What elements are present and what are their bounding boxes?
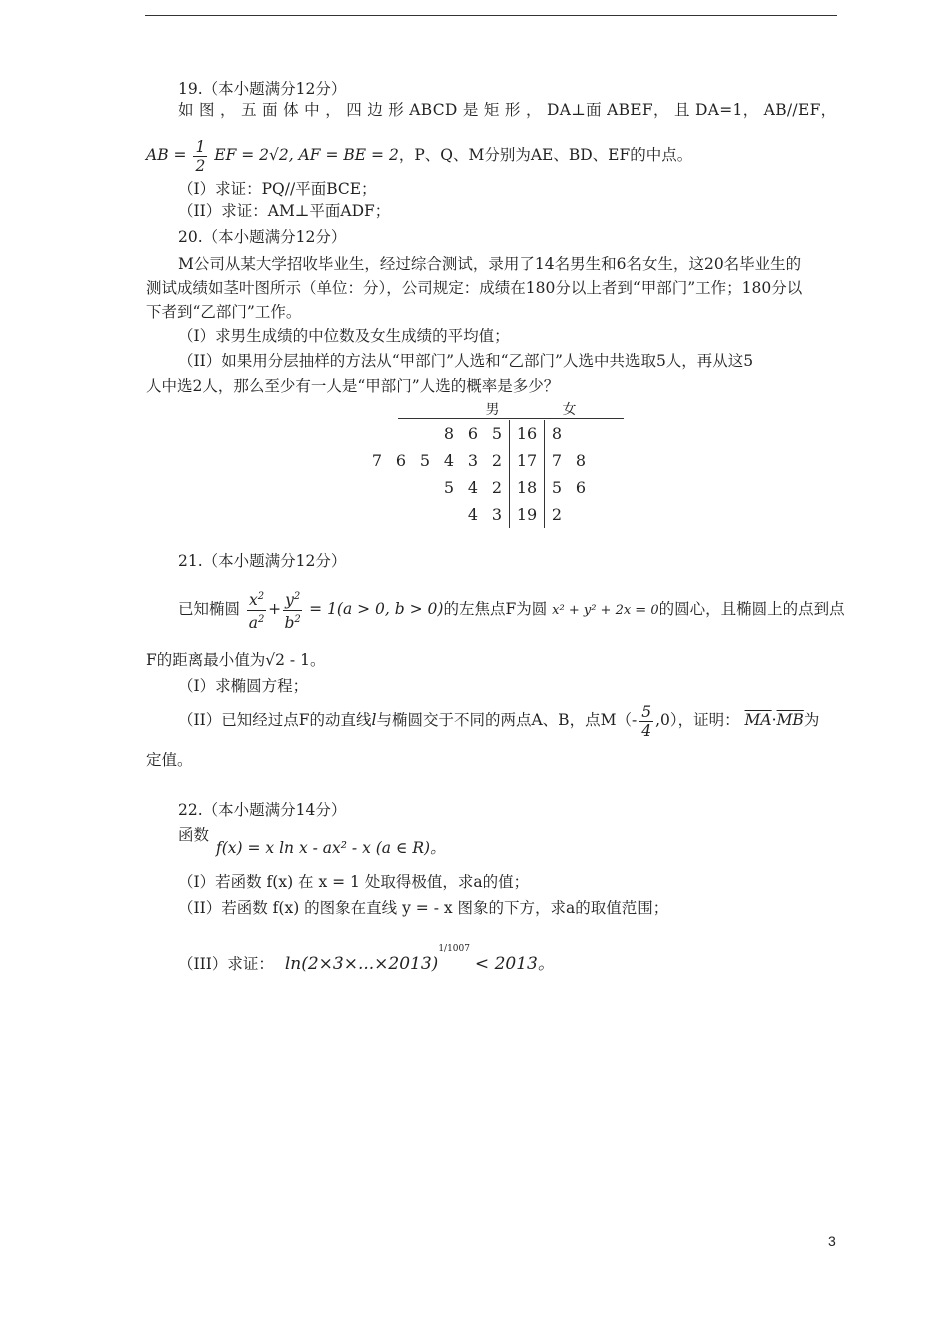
q19-title: 19.（本小题满分12分） [178,80,347,98]
q19-math-rest: EF = 2√2, AF = BE = 2 [214,146,399,164]
stem-leaf-left-leaf: 6 [395,451,407,470]
q21-frac-y: $\frac{y^2}{b^2}$ [283,588,302,631]
stem-leaf-left-leaf [413,420,437,447]
q21-mid: 的左焦点F为圆 [443,600,548,618]
q20-line2: 测试成绩如茎叶图所示（单位：分），公司规定：成绩在180分以上者到“甲部门”工作；180分以 [146,279,803,297]
page-number: 3 [828,1233,836,1249]
stem-leaf-left-leaf: 4 [467,505,479,524]
q21-title: 21.（本小题满分12分） [178,552,347,570]
stem-leaf-right-leaf: 8 [575,451,587,470]
stem-leaf-left-leaf: 2 [491,451,503,470]
q21-circle: x² + y² + 2x = 0 [552,603,659,618]
q20-part2b: 人中选2人，那么至少有一人是“甲部门”人选的概率是多少？ [146,377,560,395]
q22-part3-post: < 2013。 [474,954,555,974]
q21-vec-mb: $\overline{MB}$ [776,711,804,729]
stem-leaf-left-leaf: 5 [491,424,503,443]
q21-pre: 已知椭圆 [178,600,241,618]
q19-part2: （II）求证：AM⊥平面ADF； [178,202,391,220]
stem-leaf-left-leaf: 5 [443,478,455,497]
stem-leaf-left-leaf: 4 [467,478,479,497]
stem-leaf-row [365,447,593,474]
q19-math-ab: AB = [146,146,187,164]
stem-leaf-stem: 19 [510,501,545,528]
stem-leaf-left-leaf: 3 [467,451,479,470]
q19-line2-tail: ，P、Q、M分别为AE、BD、EF的中点。 [398,146,693,164]
stem-leaf-row [365,474,593,501]
q20-title: 20.（本小题满分12分） [178,228,347,246]
stem-leaf-left-leaf [365,420,389,447]
stem-leaf-row [365,501,593,528]
stem-leaf-stem: 18 [510,474,545,501]
stem-leaf-left-leaf: 3 [491,505,503,524]
stem-leaf-left-leaf: 4 [443,451,455,470]
stem-leaf-right-leaf: 7 [551,451,563,470]
stem-leaf-left-leaf [365,474,389,501]
stem-leaf-right-leaf: 2 [551,505,563,524]
q19-part1: （I）求证：PQ//平面BCE； [178,180,377,198]
stem-leaf-left-leaf [389,501,413,528]
q19-frac-num: 1 [195,137,206,156]
q21-post: 的圆心，且椭圆上的点到点 [658,600,845,618]
stem-leaf-stem: 16 [510,420,545,447]
q21-line2: F的距离最小值为√2 - 1。 [146,651,326,669]
stem-leaf-left-leaf [413,474,437,501]
q21-part2-pre: （II）已知经过点F的动直线 [178,711,372,729]
stem-leaf-right-leaf: 8 [551,424,563,443]
stem-leaf-header-row [365,398,593,420]
stem-leaf-left-leaf: 8 [443,424,455,443]
q22-part2: （II）若函数 f(x) 的图象在直线 y = - x 图象的下方，求a的取值范围； [178,899,669,917]
q19-fraction [193,138,207,175]
q20-part2a: （II）如果用分层抽样的方法从“甲部门”人选和“乙部门”人选中共选取5人，再从这5 [178,352,754,370]
q22-title: 22.（本小题满分14分） [178,801,347,819]
q20-line3: 下者到“乙部门”工作。 [146,303,302,321]
q21-part2-frac-num: 5 [641,702,652,721]
q21-part2-frac [639,703,653,740]
stem-leaf-left-leaf: 5 [419,451,431,470]
q21-part2-frac-den: 4 [641,721,652,740]
q21-part2-line2: 定值。 [146,751,193,769]
stem-leaf-left-leaf [413,501,437,528]
stem-leaf-left-leaf: 7 [371,451,383,470]
q21-line1: 已知椭圆 $\frac{x^2}{a^2}$ + $\frac{y^2}{b^2}$ = 1(a > 0, b > 0)的左焦点F为圆 x² + y² + 2x = 0的圆心，且椭圆上的点到点 [178,586,845,634]
header-rule [145,15,837,16]
q21-part2-l: l [371,711,377,729]
q21-part1: （I）求椭圆方程； [178,677,309,695]
q20-part1: （I）求男生成绩的中位数及女生成绩的平均值； [178,327,510,345]
stem-leaf-left-leaf: 2 [491,478,503,497]
q22-func: f(x) = x ln x - ax² - x (a ∈ R)。 [216,839,446,857]
q22-part3-exp: 1/1007 [438,944,470,954]
stem-leaf-left-leaf [389,420,413,447]
stem-leaf-right-leaf [569,501,593,528]
q19-frac-den: 2 [195,156,206,175]
q22-part3-pre: （III）求证： [178,955,274,973]
q22-part1: （I）若函数 f(x) 在 x = 1 处取得极值，求a的值； [178,873,530,891]
stem-leaf-left-header: 男 [485,402,500,418]
q21-part2-post: ,0），证明： [655,711,740,729]
q22-part3-math: ln(2×3×...×2013) [284,954,439,974]
q21-part2-mid: 与椭圆交于不同的两点A、B，点M（- [376,711,638,729]
stem-leaf-right-leaf [569,420,593,447]
stem-leaf-left-leaf [389,474,413,501]
q20-line1: M公司从某大学招收毕业生，经过综合测试，录用了14名男生和6名女生，这20名毕业生的 [178,255,802,273]
stem-leaf-row [365,420,593,447]
q22-intro: 函数 [178,826,210,844]
q21-vec-ma: $\overline{MA}$ [744,711,772,729]
q21-part2-end: 为 [803,711,820,729]
stem-leaf-right-leaf: 6 [575,478,587,497]
q21-frac-x: $\frac{x^2}{a^2}$ [247,588,266,631]
q19-line2 [146,136,692,175]
q21-part2: （II）已知经过点F的动直线l与椭圆交于不同的两点A、B，点M（- $\frac{5}{4}$ ,0），证明： $\overline{MA}\cdot\overline{MB}$为 [178,702,820,740]
stem-leaf-right-header: 女 [562,402,577,418]
q19-line1: 如 图 ， 五 面 体 中 ， 四 边 形 ABCD 是 矩 形 ， DA⊥面 ABEF， 且 DA=1， AB//EF， [178,101,837,119]
stem-leaf-left-leaf: 6 [467,424,479,443]
q22-part3 [178,934,555,979]
stem-leaf-left-leaf [365,501,389,528]
stem-leaf-plot [365,398,635,528]
stem-leaf-right-leaf: 5 [551,478,563,497]
stem-leaf-left-leaf [437,501,461,528]
q21-cond: = 1(a > 0, b > 0) [309,600,444,618]
stem-leaf-stem: 17 [510,447,545,474]
